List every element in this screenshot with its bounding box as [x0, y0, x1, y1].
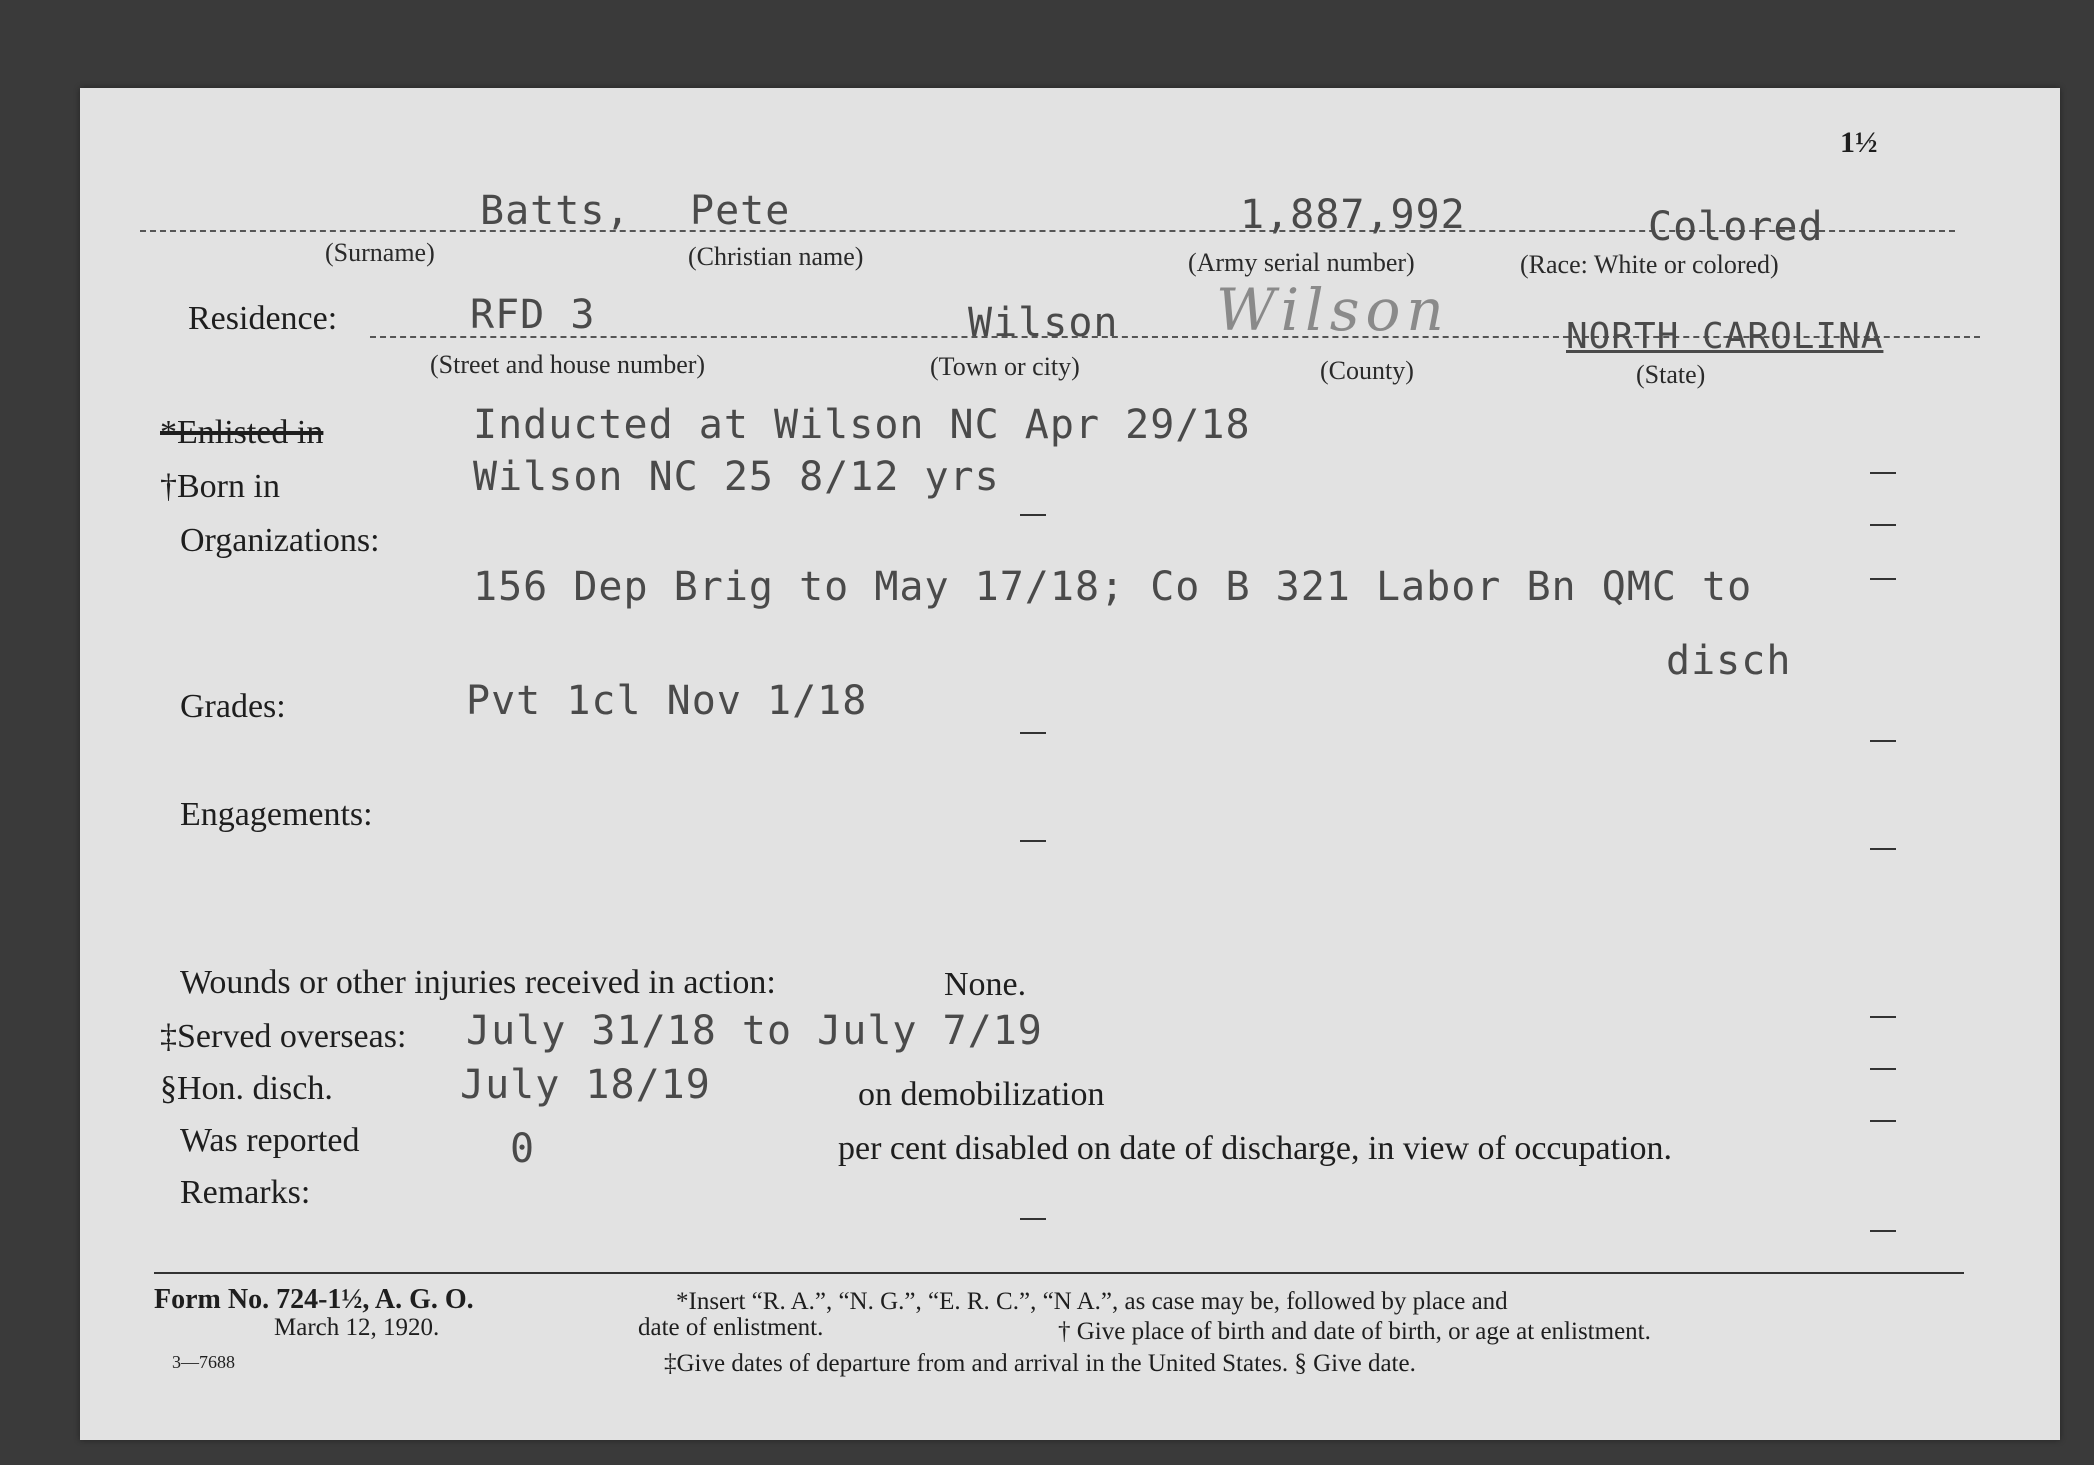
margin-tick	[1870, 848, 1896, 850]
margin-tick	[1870, 472, 1896, 474]
form-date: March 12, 1920.	[274, 1314, 440, 1341]
organizations-value-line2: disch	[1666, 638, 1792, 684]
born-in-label: †Born in	[160, 468, 280, 505]
footer-rule	[154, 1272, 1964, 1274]
form-number: Form No. 724-1½, A. G. O.	[154, 1284, 474, 1315]
christian-name-value: Pete	[690, 188, 791, 234]
grades-label: Grades:	[180, 688, 286, 725]
county-handwritten-value: Wilson	[1216, 276, 1450, 344]
town-value: Wilson	[968, 300, 1119, 346]
engagements-label: Engagements:	[180, 796, 373, 833]
surname-caption: (Surname)	[325, 238, 435, 267]
footnote-insert: *Insert “R. A.”, “N. G.”, “E. R. C.”, “N A.”, as case may be, followed by place and	[676, 1288, 1508, 1315]
served-overseas-label: ‡Served overseas:	[160, 1018, 407, 1055]
residence-label: Residence:	[188, 300, 338, 337]
serial-number-caption: (Army serial number)	[1188, 248, 1415, 277]
christian-name-caption: (Christian name)	[688, 242, 864, 271]
serial-number-value: 1,887,992	[1240, 192, 1466, 238]
print-code: 3—7688	[172, 1352, 235, 1372]
hon-disch-label: §Hon. disch.	[160, 1070, 333, 1107]
margin-tick	[1870, 1120, 1896, 1122]
footnote-overseas: ‡Give dates of departure from and arrival in the United States. § Give date.	[664, 1350, 1416, 1377]
margin-tick	[1870, 1068, 1896, 1070]
race-caption: (Race: White or colored)	[1520, 250, 1779, 279]
footnote-birth: † Give place of birth and date of birth, or age at enlistment.	[1058, 1318, 1651, 1345]
remarks-label: Remarks:	[180, 1174, 311, 1211]
margin-tick	[1870, 1016, 1896, 1018]
footnote-insert-cont: date of enlistment.	[638, 1314, 824, 1341]
margin-tick	[1870, 1230, 1896, 1232]
mid-tick	[1020, 514, 1046, 516]
was-reported-label: Was reported	[180, 1122, 360, 1159]
enlisted-label: *Enlisted in	[160, 414, 324, 451]
state-caption: (State)	[1636, 360, 1706, 389]
enlisted-value: Inducted at Wilson NC Apr 29/18	[473, 402, 1251, 448]
hon-disch-suffix: on demobilization	[858, 1076, 1105, 1113]
service-record-card	[80, 88, 2060, 1440]
street-value: RFD 3	[470, 292, 596, 338]
grades-value: Pvt 1cl Nov 1/18	[466, 678, 868, 724]
margin-tick	[1870, 740, 1896, 742]
margin-tick	[1870, 524, 1896, 526]
surname-value: Batts,	[480, 188, 631, 234]
street-caption: (Street and house number)	[430, 350, 706, 379]
served-overseas-value: July 31/18 to July 7/19	[466, 1008, 1043, 1054]
born-in-value: Wilson NC 25 8/12 yrs	[473, 454, 1000, 500]
was-reported-suffix: per cent disabled on date of discharge, in view of occupation.	[838, 1130, 1672, 1167]
organizations-label: Organizations:	[180, 522, 380, 559]
mid-tick	[1020, 840, 1046, 842]
wounds-value: None.	[944, 966, 1027, 1003]
wounds-label: Wounds or other injuries received in action:	[180, 964, 776, 1001]
was-reported-value: 0	[510, 1126, 536, 1172]
corner-mark: 1½	[1840, 126, 1878, 159]
county-caption: (County)	[1320, 356, 1414, 385]
organizations-value-line1: 156 Dep Brig to May 17/18; Co B 321 Labor Bn QMC to	[473, 564, 1753, 610]
race-value: Colored	[1648, 204, 1824, 250]
town-caption: (Town or city)	[930, 352, 1080, 381]
mid-tick	[1020, 1218, 1046, 1220]
state-value: NORTH CAROLINA	[1566, 316, 1884, 357]
margin-tick	[1870, 578, 1896, 580]
hon-disch-value: July 18/19	[460, 1062, 711, 1108]
mid-tick	[1020, 732, 1046, 734]
